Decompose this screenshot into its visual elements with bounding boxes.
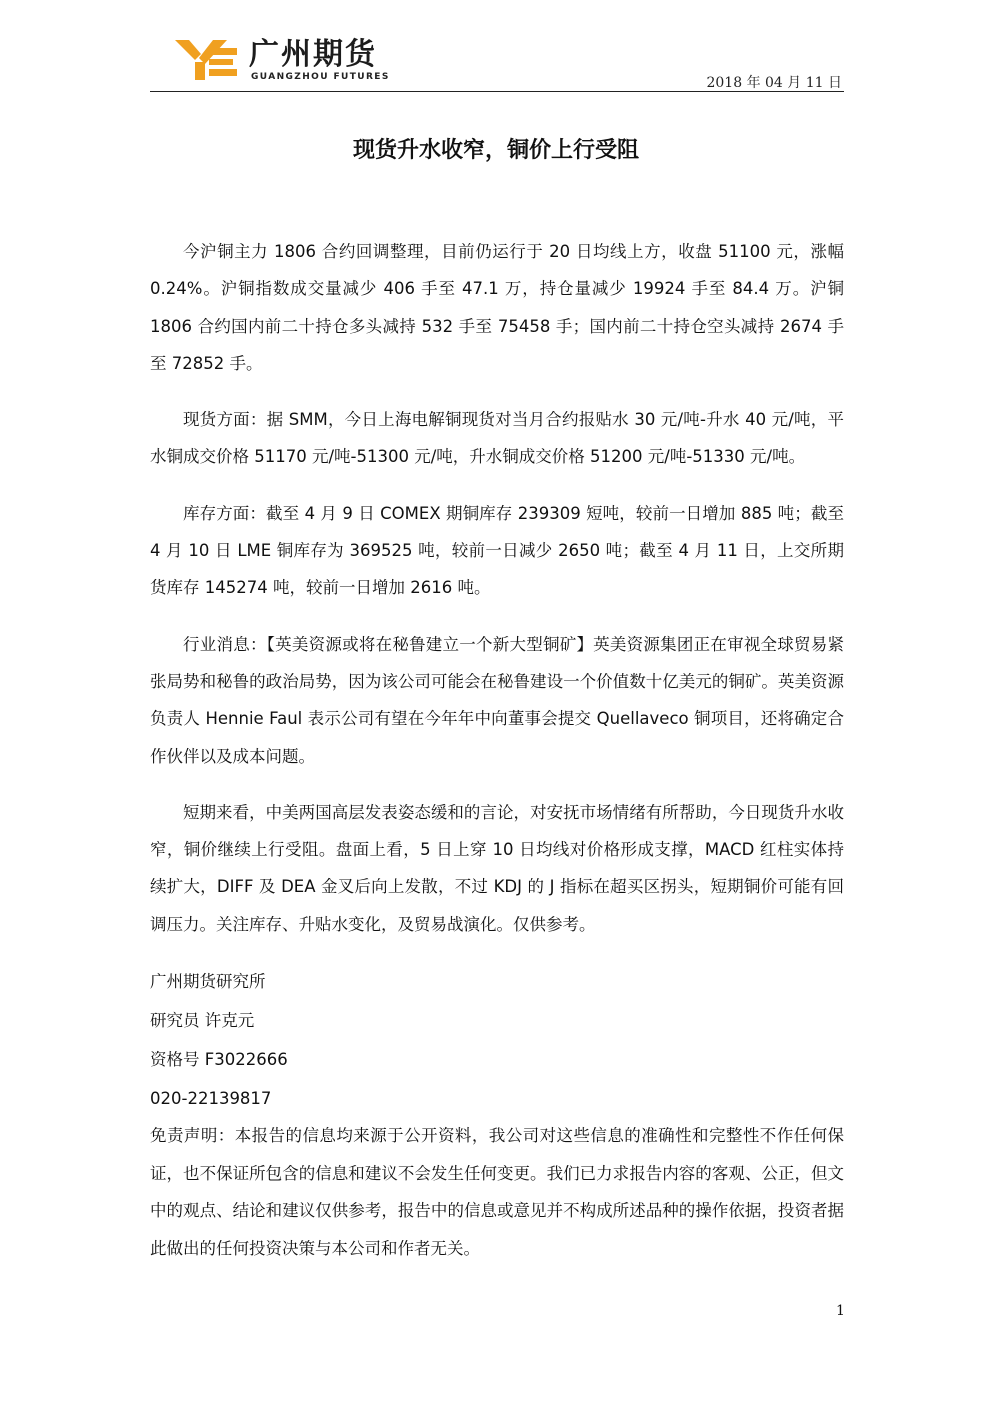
report-body [150, 233, 844, 962]
report-title: 现货升水收窄，铜价上行受阻 [352, 138, 639, 163]
phone-number: 020-22139817 [150, 1089, 272, 1108]
researcher-name: 研究员 许克元 [150, 1011, 255, 1030]
logo-chinese-name: 广州期货 [249, 37, 377, 72]
disclaimer: 免责声明：本报告的信息均来源于公开资料，我公司对这些信息的准确性和完整性不作任何保证，也不保证所包含的信息和建议不会发生任何变更。我们已力求报告内容的客观、公正，但文中的观点、结论和建议仅供参考，报告中的信息或意见并不构成所述品种的操作依据，投资者据此做出的任何投资决策与本公司和作者无关。 [150, 1126, 844, 1258]
company-logo [175, 37, 390, 84]
report-date: 2018 年 04 月 11 日 [706, 75, 842, 91]
institute-name: 广州期货研究所 [150, 972, 266, 991]
signature-block [150, 962, 844, 1118]
logo-english-name: GUANGZHOU FUTURES [251, 72, 390, 82]
paragraph-spot: 现货方面：据 SMM，今日上海电解铜现货对当月合约报贴水 30 元/吨-升水 40 元/吨，平水铜成交价格 51170 元/吨-51300 元/吨，升水铜成交价格 51200 元/吨-51330 元/吨。 [150, 410, 844, 467]
qualification-number: 资格号 F3022666 [150, 1050, 288, 1069]
page-number: 1 [836, 1303, 845, 1319]
paragraph-inventory: 库存方面：截至 4 月 9 日 COMEX 期铜库存 239309 短吨，较前一日增加 885 吨；截至 4 月 10 日 LME 铜库存为 369525 吨，较前一日减少 2650 吨；截至 4 月 11 日，上交所期货库存 145274 吨，较前一日增加 2616 吨。 [150, 503, 844, 598]
paragraph-industry-news: 行业消息：【英美资源或将在秘鲁建立一个新大型铜矿】英美资源集团正在审视全球贸易紧张局势和秘鲁的政治局势，因为该公司可能会在秘鲁建设一个价值数十亿美元的铜矿。英美资源负责人 Hennie Faul 表示公司有望在今年年中向董事会提交 Quellaveco 铜项目，还将确定合作伙伴以及成本问题。 [150, 634, 844, 766]
header-divider [150, 91, 844, 92]
paragraph-market-summary: 今沪铜主力 1806 合约回调整理，目前仍运行于 20 日均线上方，收盘 51100 元，涨幅 0.24%。沪铜指数成交量减少 406 手至 47.1 万，持仓量减少 19924 手至 84.4 万。沪铜 1806 合约国内前二十持仓多头减持 532 手至 75458 手；国内前二十持仓空头减持 2674 手至 72852 手。 [150, 242, 844, 373]
gzf-logo-icon [175, 40, 239, 80]
paragraph-outlook: 短期来看，中美两国高层发表姿态缓和的言论，对安抚市场情绪有所帮助，今日现货升水收窄，铜价继续上行受阻。盘面上看，5 日上穿 10 日均线对价格形成支撑，MACD 红柱实体持续扩大，DIFF 及 DEA 金叉后向上发散，不过 KDJ 的 J 指标在超买区拐头，短期铜价可能有回调压力。关注库存、升贴水变化，及贸易战演化。仅供参考。 [150, 802, 844, 934]
